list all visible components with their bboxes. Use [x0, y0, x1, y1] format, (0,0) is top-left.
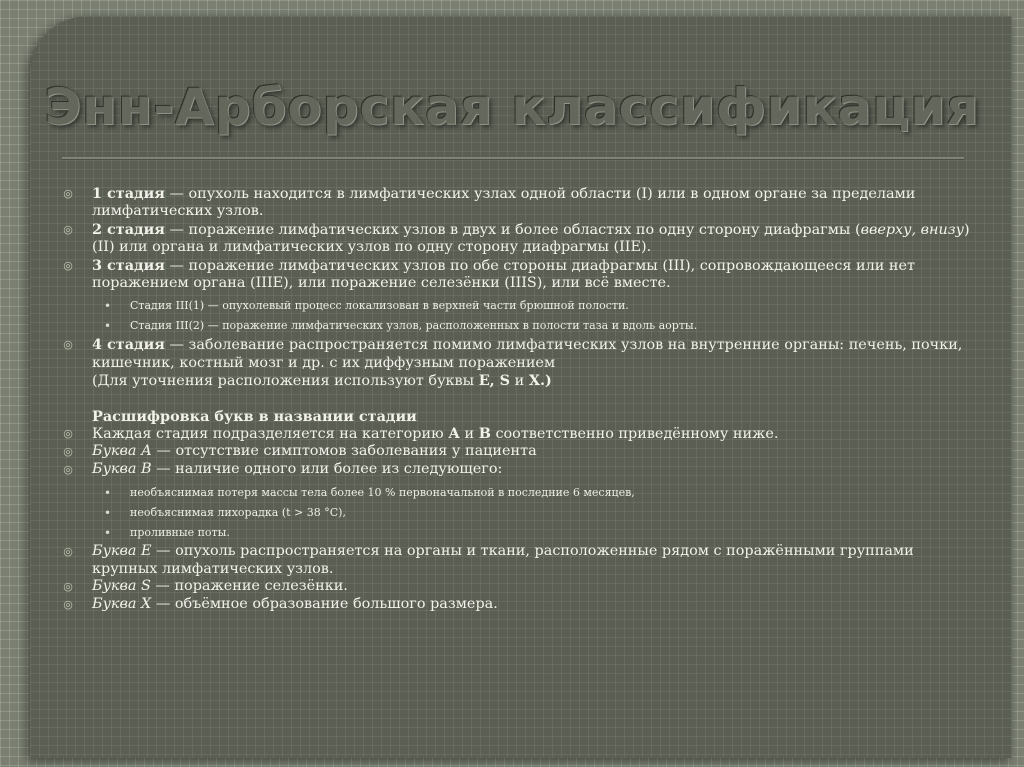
- letter-text: — отсутствие симптомов заболевания у пациента: [151, 443, 537, 460]
- bullet-icon: ◎: [63, 222, 73, 236]
- intro-letter-b: B: [478, 425, 491, 443]
- stage-text: ) (II) или органа и лимфатических узлов по одну сторону диафрагмы (IIE).: [92, 221, 970, 256]
- bullet-icon: ◎: [63, 187, 73, 200]
- list-item-letter-b: [62, 461, 972, 478]
- sub-item-text: проливные поты.: [130, 526, 230, 540]
- list-item-stage-3: [62, 257, 972, 293]
- list-item-stage-2: [62, 221, 972, 257]
- stage-label: 4 стадия: [92, 336, 165, 354]
- intro-text: соответственно приведённому ниже.: [490, 426, 779, 443]
- bullet-icon: ◎: [63, 580, 73, 594]
- letter-name: Буква E: [92, 543, 152, 560]
- letter-name: Буква X: [92, 595, 152, 612]
- sub-bullet-icon: •: [104, 526, 112, 541]
- sub-bullet-icon: •: [104, 486, 112, 501]
- letter-name: Буква А: [92, 443, 152, 460]
- bullet-icon: ◎: [63, 545, 73, 559]
- bullet-icon: ◎: [63, 462, 73, 476]
- sub-item-text: Стадия III(2) — поражение лимфатических узлов, расположенных в полости таза и вдоль аорты.: [130, 319, 698, 333]
- title-divider: [62, 157, 964, 160]
- sub-item-fever: [62, 503, 972, 523]
- bullet-icon: ◎: [63, 258, 73, 272]
- stage-text: — поражение лимфатических узлов по обе стороны диафрагмы (III), сопровождающееся или нет поражением органа (IIIE), или поражение селезёнки (IIIS), или всё вместе.: [92, 257, 916, 292]
- stage-label: 1 стадия: [92, 185, 165, 202]
- letter-text: — наличие одного или более из следующего:: [151, 460, 503, 477]
- stage-text: — поражение лимфатических узлов в двух и более областях по одну сторону диафрагмы (: [164, 221, 861, 238]
- letter-name: Буква В: [92, 460, 152, 477]
- sub-item-stage-3-1: [62, 296, 972, 316]
- list-item-letter-a: [62, 443, 972, 460]
- sub-item-weight-loss: [62, 483, 972, 503]
- bullet-icon: ◎: [63, 445, 73, 459]
- slide-title: Энн-Арборская классификация: [44, 78, 980, 136]
- intro-text: Каждая стадия подразделяется на категорию: [92, 426, 449, 443]
- stage-text: — опухоль находится в лимфатических узлах одной области (I) или в одном органе за пределами лимфатических узлов.: [92, 186, 916, 220]
- stage-text-italic: вверху, внизу: [860, 221, 964, 238]
- intro-text: и: [459, 426, 479, 443]
- letter-text: — опухоль распространяется на органы и ткани, расположенные рядом с поражёнными группами крупных лимфатических узлов.: [92, 543, 914, 577]
- bullet-icon: ◎: [63, 427, 73, 441]
- stage-text: — заболевание распространяется помимо лимфатических узлов на внутренние органы: печень, почки, кишечник, костный мозг и др. с их диффузным поражением: [92, 337, 963, 371]
- stage-label: 3 стадия: [92, 256, 165, 274]
- list-item-letter-x: [62, 596, 972, 613]
- bullet-icon: ◎: [63, 597, 73, 611]
- letter-text: — поражение селезёнки.: [150, 578, 348, 595]
- stage-note-letters: E, S: [478, 372, 511, 390]
- sub-item-text: Стадия III(1) — опухолевый процесс локализован в верхней части брюшной полости.: [130, 299, 629, 313]
- bullet-icon: ◎: [63, 338, 73, 352]
- list-item-stage-1: [62, 185, 972, 221]
- stage-note-letter-x: X.): [528, 372, 552, 390]
- sub-item-stage-3-2: [62, 316, 972, 336]
- list-item-intro: [62, 425, 972, 443]
- intro-letter-a: А: [448, 425, 460, 443]
- slide-content: [62, 185, 972, 613]
- letter-text: — объёмное образование большого размера.: [151, 595, 498, 612]
- list-item-letter-e: [62, 543, 972, 578]
- stage-note: (Для уточнения расположения используют буквы: [92, 373, 479, 390]
- stage-label: 2 стадия: [92, 220, 165, 238]
- sub-bullet-icon: •: [104, 319, 112, 334]
- list-item-stage-4: [62, 336, 972, 390]
- sub-bullet-icon: •: [104, 506, 112, 521]
- sub-item-text: необъяснимая лихорадка (t > 38 °C),: [130, 506, 346, 520]
- sub-item-text: необъяснимая потеря массы тела более 10 % первоначальной в последние 6 месяцев,: [130, 486, 635, 500]
- stage-note: и: [510, 373, 529, 390]
- sub-item-sweats: [62, 523, 972, 543]
- letter-name: Буква S: [92, 578, 151, 595]
- sub-bullet-icon: •: [104, 299, 112, 314]
- list-item-letter-s: [62, 578, 972, 595]
- letters-heading: Расшифровка букв в названии стадии: [92, 407, 417, 425]
